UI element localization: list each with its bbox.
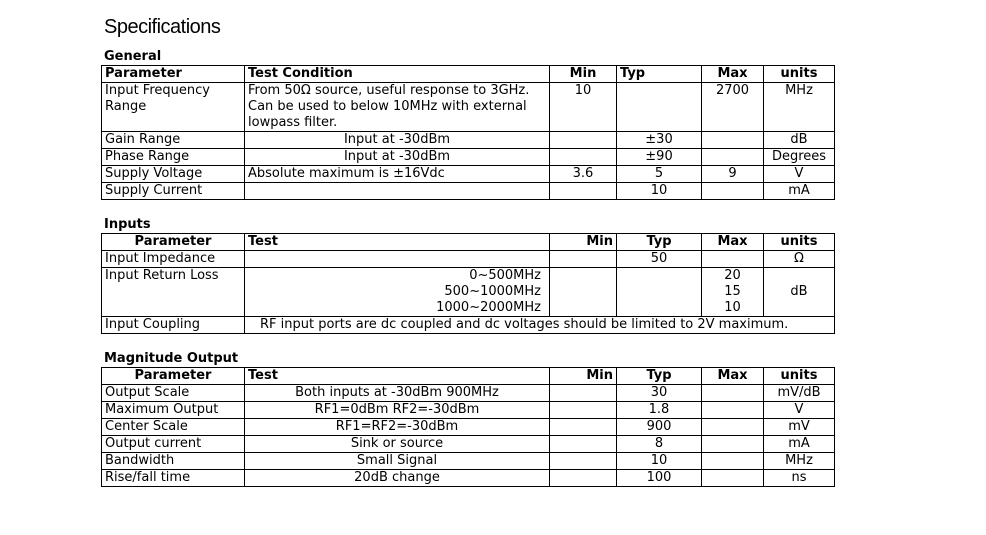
max-value: 15 (724, 284, 741, 299)
min-cell (550, 402, 617, 419)
min-cell (550, 183, 617, 200)
units-cell: dB (764, 132, 835, 149)
min-cell (550, 149, 617, 166)
min-cell (550, 470, 617, 487)
typ-cell (617, 83, 702, 132)
min-cell (550, 268, 617, 317)
min-cell (550, 385, 617, 402)
units-cell: V (764, 402, 835, 419)
max-cell (702, 132, 764, 149)
min-cell (550, 436, 617, 453)
test-cell: RF1=RF2=-30dBm (245, 419, 550, 436)
param-cell: Input Coupling (102, 317, 245, 334)
max-cell (702, 453, 764, 470)
max-cell (702, 268, 764, 317)
units-cell: mV/dB (764, 385, 835, 402)
test-cell (245, 251, 550, 268)
typ-cell: 50 (617, 251, 702, 268)
col-header-typ: Typ (617, 234, 702, 251)
table-row (102, 149, 835, 166)
col-header-units: units (764, 234, 835, 251)
table-row (102, 268, 835, 317)
col-header-test-condition: Test Condition (245, 66, 550, 83)
max-cell (702, 183, 764, 200)
param-cell: Output current (102, 436, 245, 453)
typ-cell: 1.8 (617, 402, 702, 419)
table-row (102, 453, 835, 470)
typ-cell: 100 (617, 470, 702, 487)
col-header-parameter: Parameter (102, 66, 245, 83)
max-cell: 2700 (702, 83, 764, 132)
max-cell (702, 436, 764, 453)
table-row (102, 385, 835, 402)
typ-cell: 30 (617, 385, 702, 402)
min-cell (550, 132, 617, 149)
col-header-test: Test (245, 234, 550, 251)
max-cell (702, 149, 764, 166)
param-cell: Center Scale (102, 419, 245, 436)
param-cell: Bandwidth (102, 453, 245, 470)
min-cell (550, 251, 617, 268)
col-header-parameter: Parameter (102, 368, 245, 385)
units-cell: dB (764, 268, 835, 317)
max-cell: 9 (702, 166, 764, 183)
col-header-max: Max (702, 66, 764, 83)
units-cell: mA (764, 436, 835, 453)
test-cell: Both inputs at -30dBm 900MHz (245, 385, 550, 402)
units-cell: mA (764, 183, 835, 200)
condition-cell: Input at -30dBm (245, 132, 550, 149)
col-header-units: units (764, 66, 835, 83)
max-cell (702, 251, 764, 268)
section-heading-magnitude-output: Magnitude Output (104, 351, 239, 366)
col-header-typ: Typ (617, 368, 702, 385)
condition-cell: Input at -30dBm (245, 149, 550, 166)
test-range: 500~1000MHz (444, 284, 541, 299)
col-header-min: Min (550, 368, 617, 385)
typ-cell: 5 (617, 166, 702, 183)
table-row (102, 183, 835, 200)
inputs-spec-table (101, 233, 835, 334)
col-header-max: Max (702, 368, 764, 385)
col-header-typ: Typ (617, 66, 702, 83)
param-cell: Input Frequency Range (102, 83, 245, 132)
table-header-row (102, 234, 835, 251)
min-cell: 3.6 (550, 166, 617, 183)
table-row (102, 83, 835, 132)
col-header-parameter: Parameter (102, 234, 245, 251)
table-row (102, 436, 835, 453)
typ-cell: 10 (617, 183, 702, 200)
param-cell: Rise/fall time (102, 470, 245, 487)
max-cell (702, 470, 764, 487)
col-header-units: units (764, 368, 835, 385)
param-cell: Maximum Output (102, 402, 245, 419)
param-cell: Supply Current (102, 183, 245, 200)
param-cell: Supply Voltage (102, 166, 245, 183)
units-cell: Ω (764, 251, 835, 268)
min-cell (550, 453, 617, 470)
col-header-min: Min (550, 234, 617, 251)
table-row (102, 317, 835, 334)
section-heading-inputs: Inputs (104, 217, 151, 232)
max-value: 20 (724, 268, 741, 283)
table-row (102, 166, 835, 183)
typ-cell: 10 (617, 453, 702, 470)
max-cell (702, 402, 764, 419)
table-row (102, 251, 835, 268)
test-range: 1000~2000MHz (436, 300, 541, 315)
col-header-max: Max (702, 234, 764, 251)
test-cell: 20dB change (245, 470, 550, 487)
typ-cell: 8 (617, 436, 702, 453)
typ-cell: ±30 (617, 132, 702, 149)
units-cell: ns (764, 470, 835, 487)
page-title: Specifications (104, 16, 221, 38)
test-cell: Sink or source (245, 436, 550, 453)
table-row (102, 132, 835, 149)
max-cell (702, 385, 764, 402)
max-value: 10 (724, 300, 741, 315)
table-header-row (102, 66, 835, 83)
typ-cell: 900 (617, 419, 702, 436)
test-cell (245, 268, 550, 317)
units-cell: MHz (764, 453, 835, 470)
section-heading-general: General (104, 49, 162, 64)
condition-cell: From 50Ω source, useful response to 3GHz. Can be used to below 10MHz with external lowpass filter. (245, 83, 550, 132)
param-cell: Phase Range (102, 149, 245, 166)
param-cell: Gain Range (102, 132, 245, 149)
units-cell: Degrees (764, 149, 835, 166)
col-header-min: Min (550, 66, 617, 83)
min-cell (550, 419, 617, 436)
test-cell: RF1=0dBm RF2=-30dBm (245, 402, 550, 419)
condition-cell (245, 183, 550, 200)
units-cell: V (764, 166, 835, 183)
max-cell (702, 419, 764, 436)
typ-cell: ±90 (617, 149, 702, 166)
typ-cell (617, 268, 702, 317)
param-cell: Input Impedance (102, 251, 245, 268)
table-header-row (102, 368, 835, 385)
condition-cell: Absolute maximum is ±16Vdc (245, 166, 550, 183)
units-cell: MHz (764, 83, 835, 132)
magnitude-spec-table (101, 367, 835, 487)
param-cell: Input Return Loss (102, 268, 245, 317)
col-header-test: Test (245, 368, 550, 385)
table-row (102, 402, 835, 419)
param-cell: Output Scale (102, 385, 245, 402)
units-cell: mV (764, 419, 835, 436)
test-range: 0~500MHz (469, 268, 541, 283)
min-cell: 10 (550, 83, 617, 132)
table-row (102, 419, 835, 436)
coupling-note: RF input ports are dc coupled and dc voltages should be limited to 2V maximum. (245, 317, 835, 334)
general-spec-table (101, 65, 835, 200)
test-cell: Small Signal (245, 453, 550, 470)
table-row (102, 470, 835, 487)
